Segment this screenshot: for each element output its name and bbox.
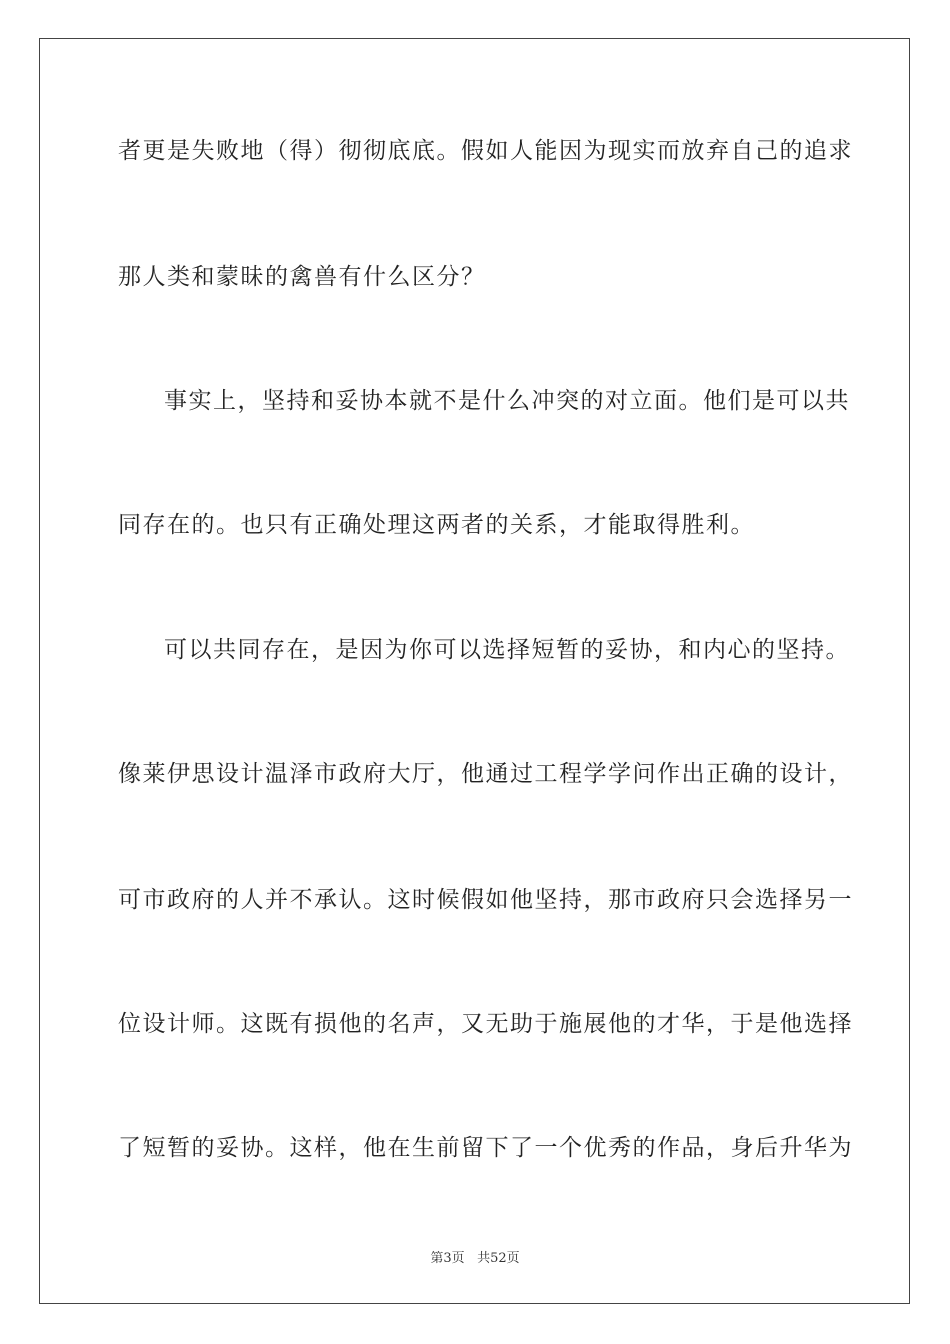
page-total: 共52页: [477, 1251, 520, 1266]
paragraph-start-line: 事实上，坚持和妥协本就不是什么冲突的对立面。他们是可以共: [164, 388, 850, 414]
text-line: 者更是失败地（得）彻彻底底。假如人能因为现实而放弃自己的追求: [118, 138, 853, 164]
page-footer: [0, 1247, 950, 1266]
text-line: 像莱伊思设计温泽市政府大厅，他通过工程学学问作出正确的设计，: [118, 761, 853, 787]
text-line: 了短暂的妥协。这样，他在生前留下了一个优秀的作品，身后升华为: [118, 1135, 853, 1161]
page-border: [39, 38, 910, 1304]
text-line: 那人类和蒙昧的禽兽有什么区分？: [118, 264, 486, 290]
paragraph-start-line: 可以共同存在，是因为你可以选择短暂的妥协，和内心的坚持。: [164, 637, 850, 663]
page-number: 第3页: [430, 1251, 465, 1266]
text-line: 同存在的。也只有正确处理这两者的关系，才能取得胜利。: [118, 512, 755, 538]
text-line: 可市政府的人并不承认。这时候假如他坚持，那市政府只会选择另一: [118, 887, 853, 913]
text-line: 位设计师。这既有损他的名声，又无助于施展他的才华，于是他选择: [118, 1011, 853, 1037]
